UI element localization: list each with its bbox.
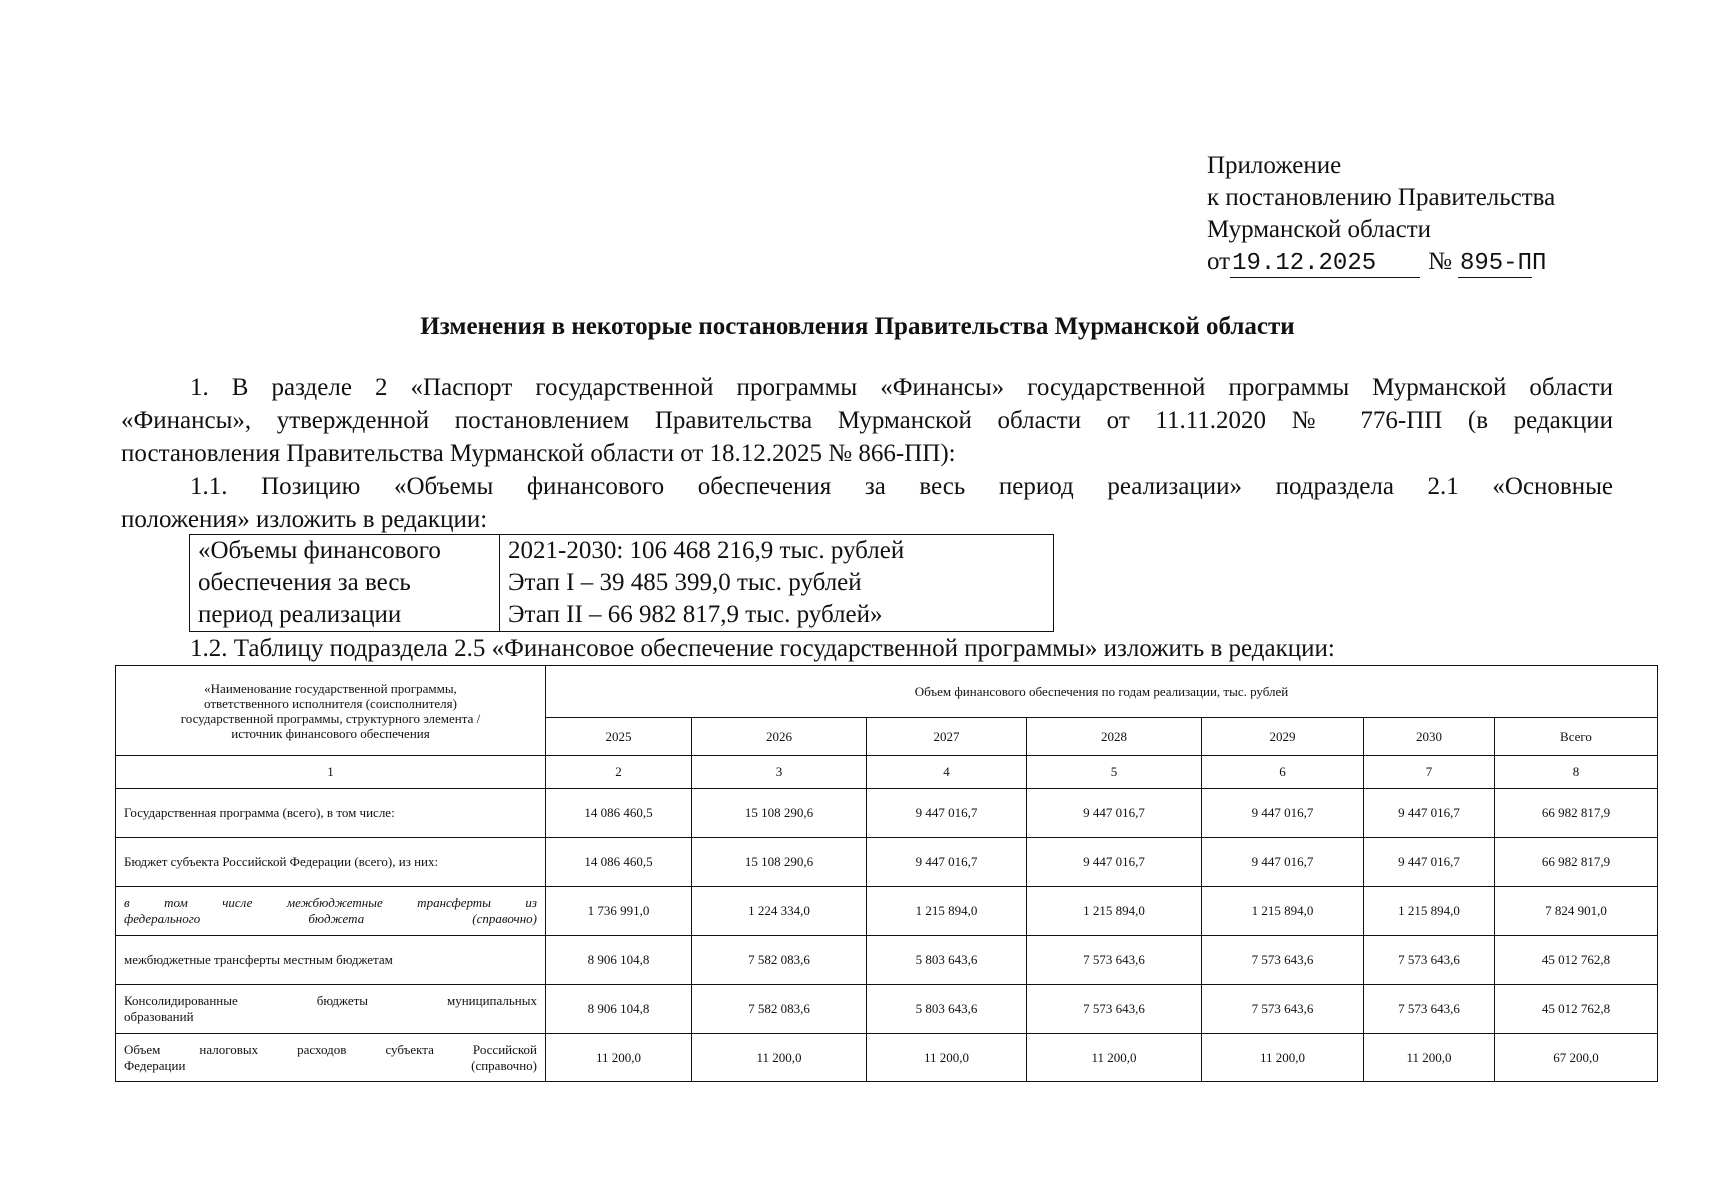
row-value: 7 573 643,6 xyxy=(1364,936,1495,985)
row-value: 1 215 894,0 xyxy=(1364,887,1495,936)
row-value: 11 200,0 xyxy=(692,1034,867,1082)
row-value: 5 803 643,6 xyxy=(867,936,1027,985)
row-name-line: образований xyxy=(124,1009,194,1024)
row-name: межбюджетные трансферты местным бюджетам xyxy=(116,936,546,985)
row-name xyxy=(116,1034,546,1082)
row-value: 1 736 991,0 xyxy=(546,887,692,936)
table-row xyxy=(116,1034,1658,1082)
column-index: 2 xyxy=(546,756,692,789)
row-value: 14 086 460,5 xyxy=(546,838,692,887)
row-value: 7 573 643,6 xyxy=(1202,936,1364,985)
row-value: 9 447 016,7 xyxy=(1364,838,1495,887)
row-value: 1 215 894,0 xyxy=(867,887,1027,936)
decree-date: 19.12.2025 xyxy=(1230,251,1420,278)
row-value: 9 447 016,7 xyxy=(867,789,1027,838)
row-value: 1 224 334,0 xyxy=(692,887,867,936)
row-name: Государственная программа (всего), в том числе: xyxy=(116,789,546,838)
row-value: 7 573 643,6 xyxy=(1027,985,1202,1034)
paragraph-3: 1.2. Таблицу подраздела 2.5 «Финансовое обеспечение государственной программы» изложить в редакции: xyxy=(190,635,1335,662)
name-header-line: ответственного исполнителя (соисполнителя) xyxy=(204,695,457,711)
table-row xyxy=(116,838,1658,887)
row-value: 7 573 643,6 xyxy=(1202,985,1364,1034)
row-name-line: в том числе межбюджетные трансферты из xyxy=(124,895,537,910)
row-value: 11 200,0 xyxy=(1364,1034,1495,1082)
row-value: 11 200,0 xyxy=(546,1034,692,1082)
column-index-row xyxy=(116,756,1658,789)
column-index: 5 xyxy=(1027,756,1202,789)
row-total: 45 012 762,8 xyxy=(1495,985,1658,1034)
appendix-date-line xyxy=(1207,246,1555,278)
position-value-line: Этап I – 39 485 399,0 тыс. рублей xyxy=(508,569,862,596)
row-value: 8 906 104,8 xyxy=(546,985,692,1034)
row-value: 15 108 290,6 xyxy=(692,838,867,887)
date-prefix: от xyxy=(1207,248,1231,275)
row-value: 11 200,0 xyxy=(1027,1034,1202,1082)
column-index: 6 xyxy=(1202,756,1364,789)
position-value-cell xyxy=(500,535,1054,632)
row-value: 14 086 460,5 xyxy=(546,789,692,838)
decree-number: 895-ПП xyxy=(1459,250,1547,277)
row-value: 9 447 016,7 xyxy=(1027,838,1202,887)
row-total: 7 824 901,0 xyxy=(1495,887,1658,936)
row-value: 1 215 894,0 xyxy=(1027,887,1202,936)
position-name-cell xyxy=(190,535,500,632)
position-value-line: 2021-2030: 106 468 216,9 тыс. рублей xyxy=(508,537,905,564)
name-column-header xyxy=(116,666,546,756)
column-index: 1 xyxy=(116,756,546,789)
row-value: 7 573 643,6 xyxy=(1364,985,1495,1034)
row-value: 9 447 016,7 xyxy=(1027,789,1202,838)
row-value: 11 200,0 xyxy=(867,1034,1027,1082)
paragraph-1-line-3: постановления Правительства Мурманской области от 18.12.2025 № 866-ПП): xyxy=(121,440,956,467)
year-header: 2027 xyxy=(867,718,1027,756)
year-header: 2028 xyxy=(1027,718,1202,756)
row-name-line: федерального бюджета (справочно) xyxy=(124,911,537,926)
year-header: 2025 xyxy=(546,718,692,756)
column-index: 4 xyxy=(867,756,1027,789)
position-name-line: «Объемы финансового xyxy=(198,537,441,564)
table-row xyxy=(116,887,1658,936)
finance-table xyxy=(115,665,1658,1082)
row-value: 9 447 016,7 xyxy=(1364,789,1495,838)
row-name-line: Объем налоговых расходов субъекта Российской xyxy=(124,1041,537,1057)
row-value: 9 447 016,7 xyxy=(1202,838,1364,887)
row-name xyxy=(116,985,546,1034)
row-total: 45 012 762,8 xyxy=(1495,936,1658,985)
name-header-line: государственной программы, структурного элемента / xyxy=(180,710,481,726)
row-value: 7 573 643,6 xyxy=(1027,936,1202,985)
table-row xyxy=(116,985,1658,1034)
paragraph-2-line-1: 1.1. Позицию «Объемы финансового обеспечения за весь период реализации» подраздела 2.1 «Основные xyxy=(190,473,1613,500)
appendix-line-3: Мурманской области xyxy=(1207,216,1432,243)
row-total: 66 982 817,9 xyxy=(1495,838,1658,887)
paragraph-1-line-2: «Финансы», утвержденной постановлением Правительства Мурманской области от 11.11.2020 № 776-ПП (в редакции xyxy=(121,407,1613,434)
appendix-line-2: к постановлению Правительства xyxy=(1207,184,1556,211)
row-total: 66 982 817,9 xyxy=(1495,789,1658,838)
row-value: 1 215 894,0 xyxy=(1202,887,1364,936)
year-header: 2030 xyxy=(1364,718,1495,756)
row-name-line: Федерации (справочно) xyxy=(124,1057,537,1073)
position-name-line: обеспечения за весь xyxy=(198,569,411,596)
number-sign: № xyxy=(1428,248,1452,275)
row-value: 5 803 643,6 xyxy=(867,985,1027,1034)
row-value: 9 447 016,7 xyxy=(867,838,1027,887)
appendix-block xyxy=(1207,150,1555,278)
row-value: 7 582 083,6 xyxy=(692,985,867,1034)
column-index: 3 xyxy=(692,756,867,789)
paragraph-2-line-2: положения» изложить в редакции: xyxy=(121,506,488,533)
volume-header: Объем финансового обеспечения по годам реализации, тыс. рублей xyxy=(546,666,1658,718)
row-value: 8 906 104,8 xyxy=(546,936,692,985)
row-total: 67 200,0 xyxy=(1495,1034,1658,1082)
row-value: 11 200,0 xyxy=(1202,1034,1364,1082)
paragraph-1-line-1: 1. В разделе 2 «Паспорт государственной программы «Финансы» государственной программы Мурманской области xyxy=(190,374,1613,401)
row-value: 9 447 016,7 xyxy=(1202,789,1364,838)
table-row xyxy=(116,789,1658,838)
column-index: 8 xyxy=(1495,756,1658,789)
row-name-line: Консолидированные бюджеты муниципальных xyxy=(124,993,537,1008)
year-header: 2029 xyxy=(1202,718,1364,756)
document-title: Изменения в некоторые постановления Правительства Мурманской области xyxy=(420,313,1295,340)
name-header-line: источник финансового обеспечения xyxy=(231,725,430,741)
row-name: Бюджет субъекта Российской Федерации (всего), из них: xyxy=(116,838,546,887)
row-value: 7 582 083,6 xyxy=(692,936,867,985)
position-value-line: Этап II – 66 982 817,9 тыс. рублей» xyxy=(508,601,883,628)
financing-position-box xyxy=(189,534,1054,632)
table-row xyxy=(116,936,1658,985)
paragraph-2 xyxy=(121,470,1613,536)
column-index: 7 xyxy=(1364,756,1495,789)
total-header: Всего xyxy=(1495,718,1658,756)
row-name xyxy=(116,887,546,936)
row-value: 15 108 290,6 xyxy=(692,789,867,838)
name-header-line: «Наименование государственной программы, xyxy=(204,680,457,696)
appendix-line-1: Приложение xyxy=(1207,152,1342,179)
year-header: 2026 xyxy=(692,718,867,756)
paragraph-1 xyxy=(121,371,1613,470)
position-name-line: период реализации xyxy=(198,601,402,628)
